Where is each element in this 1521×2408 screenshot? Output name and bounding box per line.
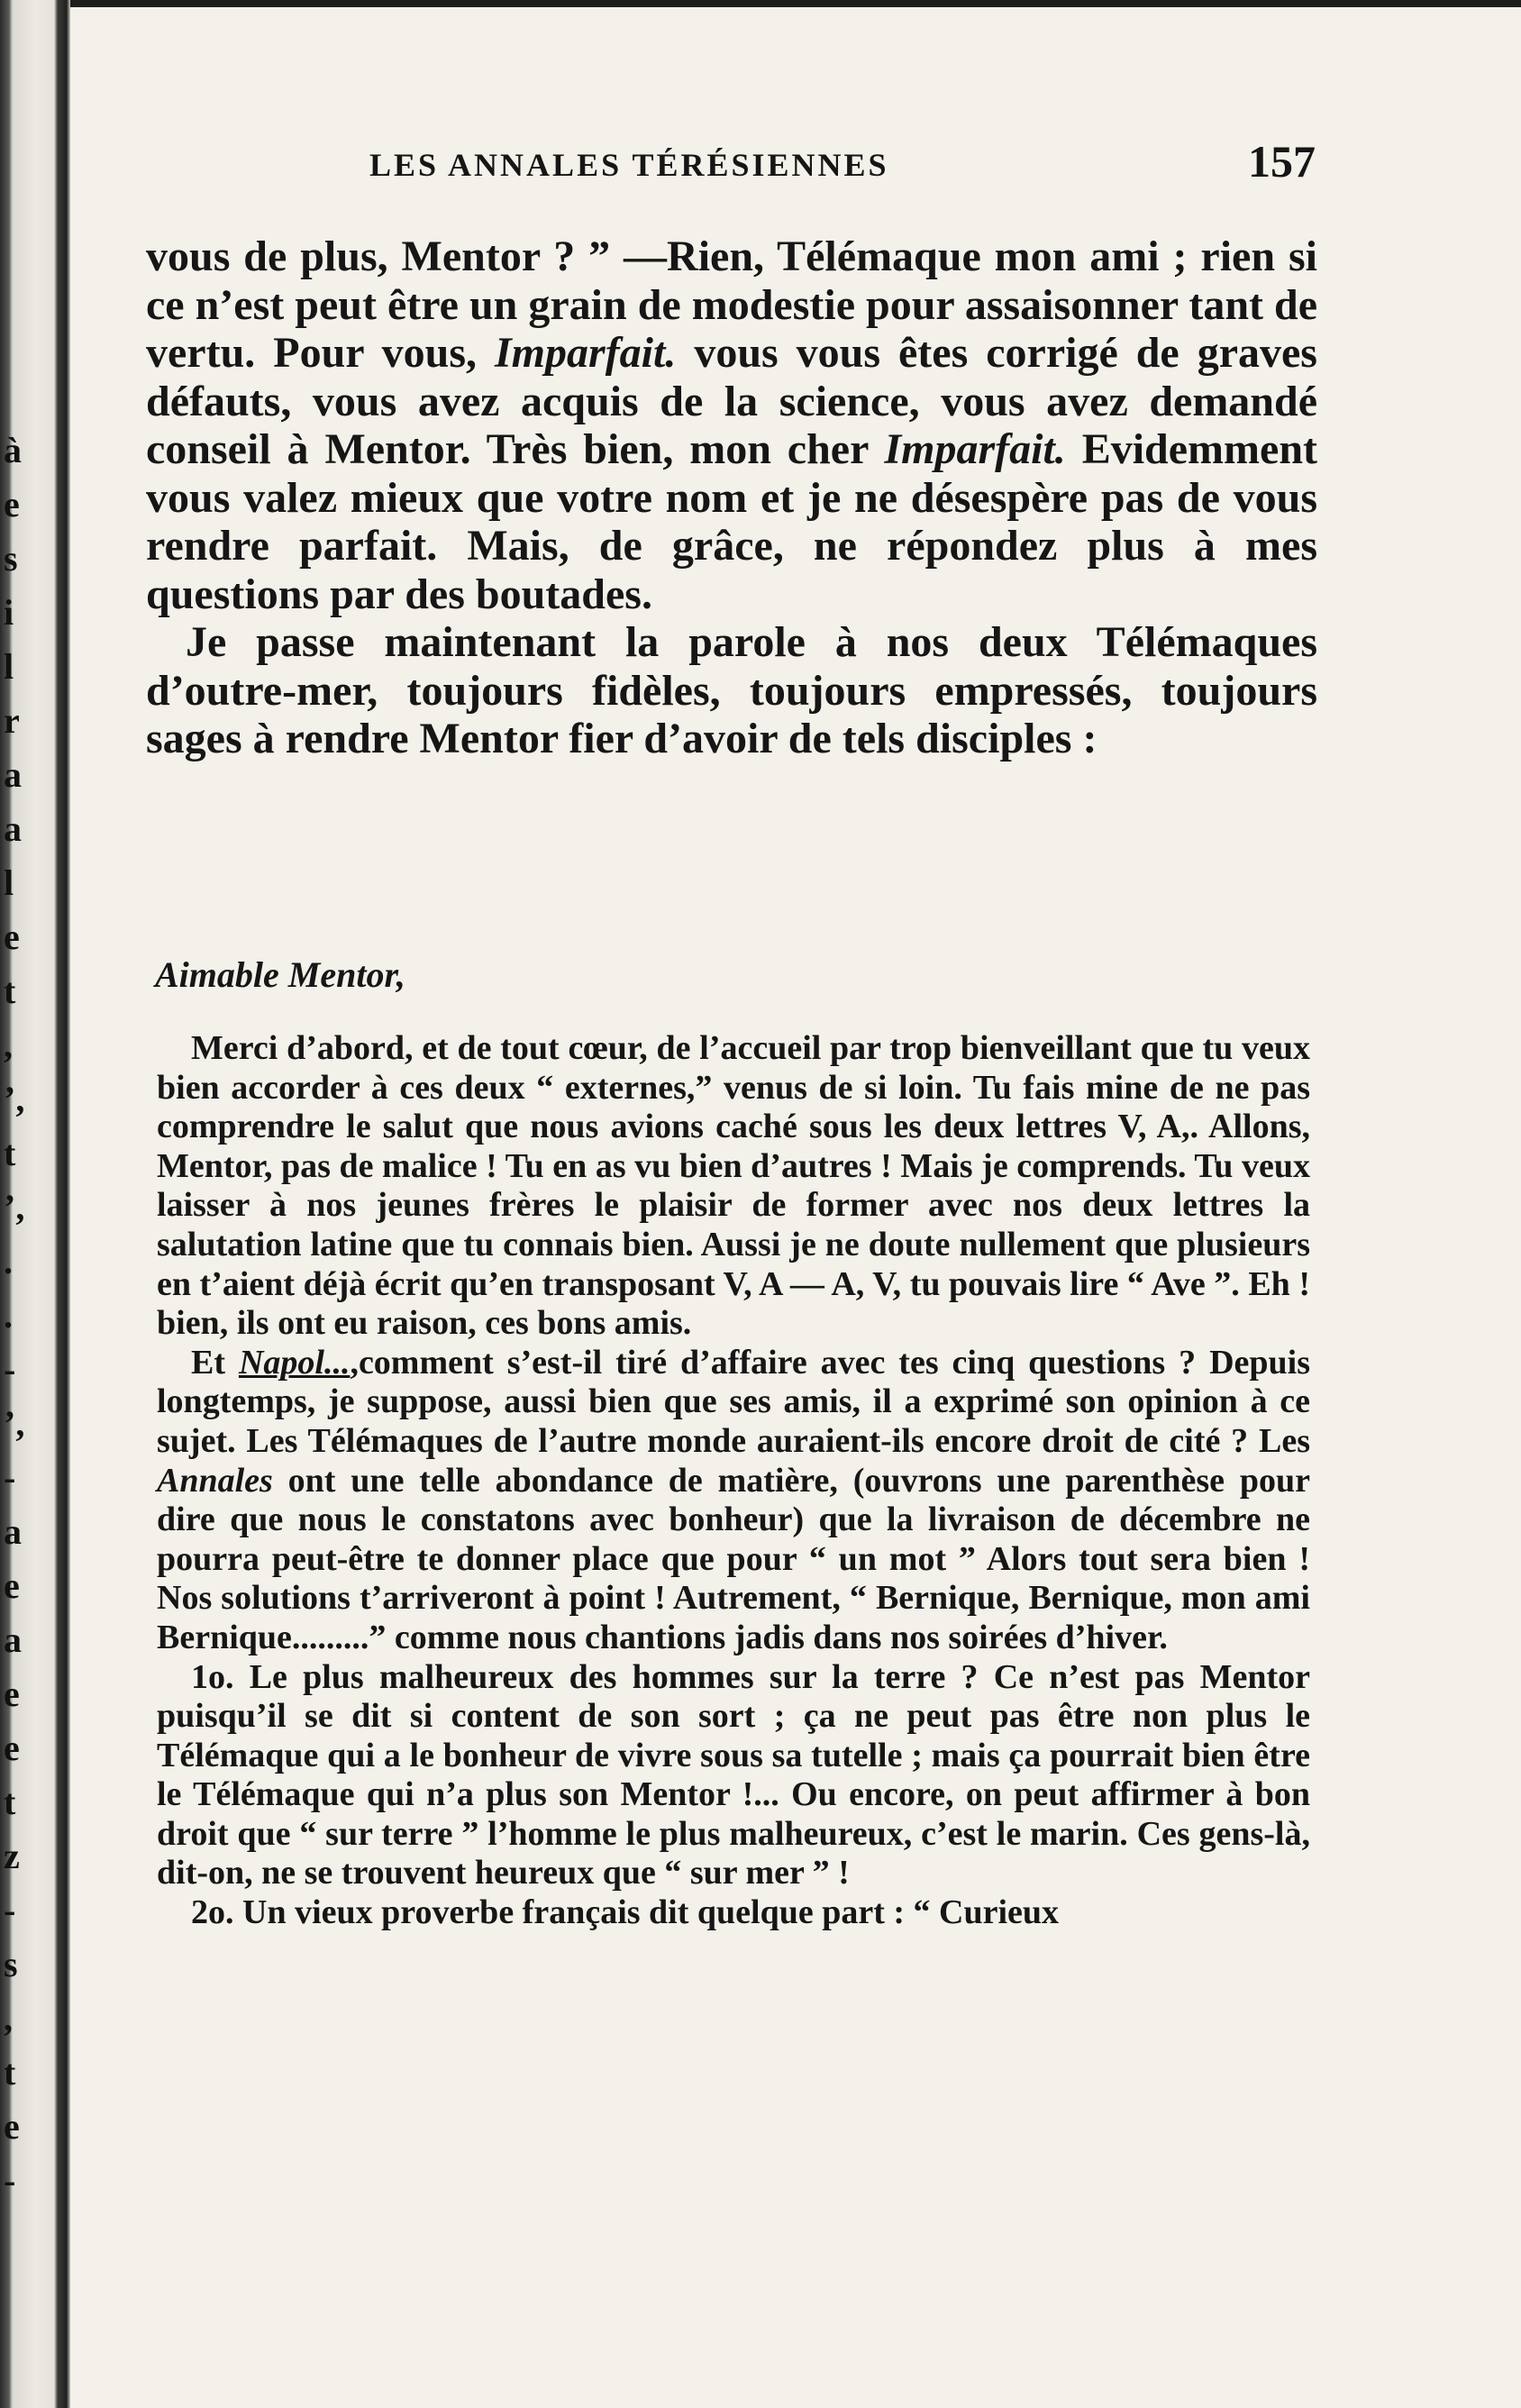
margin-letter: , [4,1998,13,2039]
facing-page-margin [4,424,25,2208]
paragraph: 1o. Le plus malheureux des hommes sur la terre ? Ce n’est pas Mentor puisqu’il se dit si content de son sort ; ça ne peut pas être non plus le Télémaque qui a le bonheur de vivre sous sa tutelle ; mais ça pourrait bien être le Télémaque qui n’a plus son Mentor !... Ou encore, on peut affirmer à bon droit que “ sur terre ” l’homme le plus malheureux, c’est le marin. Ces gens-là, dit-on, ne se trouvent heureux que “ sur mer ” ! [157,1657,1310,1893]
emphasis: Imparfait. [884,425,1066,473]
margin-letter: t [4,1133,16,1173]
running-head: LES ANNALES TÉRÉSIENNES [369,147,889,183]
paragraph: Et Napol...,comment s’est-il tiré d’affaire avec tes cinq questions ? Depuis longtemps, je suppose, aussi bien que ses amis, il a exprimé son opinion à ce sujet. Les Télémaques de l’autre monde auraient-ils encore droit de cité ? Les Annales ont une telle abondance de matière, (ouvrons une parenthèse pour dire que nous le constatons avec bonheur) que la livraison de décembre ne pourra peut-être te donner place que pour “ un mot ” Alors tout sera bien ! Nos solutions t’arriveront à point ! Autrement, “ Bernique, Bernique, mon ami Bernique.........” comme nous chantions jadis dans nos soirées d’hiver. [157,1343,1310,1656]
margin-letter: a [4,1619,22,1660]
paragraph: Je passe maintenant la parole à nos deux Télémaques d’outre-mer, toujours fidèles, toujours empressés, toujours sages à rendre Mentor fier d’avoir de tels disciples : [146,618,1317,762]
margin-letter: l [4,646,14,687]
margin-letter: t [4,971,16,1011]
margin-letter: - [4,1349,16,1390]
margin-letter: - [4,1457,16,1498]
margin-letter: , [4,1025,13,1065]
margin-letter: a [4,1511,22,1552]
margin-letter: a [4,808,22,849]
margin-letter: t [4,1782,16,1822]
margin-letter: i [4,592,14,633]
main-text [146,233,1317,763]
margin-letter: ’, [4,1403,25,1444]
paragraph: 2o. Un vieux proverbe français dit quelque part : “ Curieux [191,1893,1060,1932]
margin-letter: l [4,862,14,903]
page-header [153,135,1316,198]
margin-letter: à [4,430,22,470]
margin-letter: . [4,1241,13,1282]
margin-letter: e [4,484,20,524]
margin-letter: ’, [4,1187,25,1227]
page-number: 157 [1248,136,1316,187]
margin-letter: e [4,1674,20,1714]
margin-letter: - [4,1890,16,1930]
margin-letter: r [4,700,20,741]
page-top-edge [70,0,1521,7]
margin-letter: s [4,1944,18,1984]
letter-text [157,1029,1310,1933]
paragraph: Merci d’abord, et de tout cœur, de l’accueil par trop bienveillant que tu veux bien accorder à ces deux “ externes,” venus de si loin. Tu fais mine de ne pas comprendre le salut que nous avions caché sous les deux lettres V, A,. Allons, Mentor, pas de malice ! Tu en as vu bien d’autres ! Mais je comprends. Tu veux laisser à nos jeunes frères le plaisir de former avec nos deux lettres la salutation latine que tu connais bien. Aussi je ne doute nullement que plusieurs en t’aient déjà écrit qu’en transposant V, A — A, V, tu pouvais lire “ Ave ”. Eh ! bien, ils ont eu raison, ces bons amis. [157,1029,1310,1343]
margin-letter: e [4,917,20,957]
margin-letter: s [4,538,18,579]
margin-letter: . [4,1295,13,1336]
emphasis: Napol... [238,1343,351,1382]
margin-letter: t [4,2052,16,2093]
letter-salutation: Aimable Mentor, [155,954,405,995]
paragraph: vous de plus, Mentor ? ” —Rien, Télémaque mon ami ; rien si ce n’est peut être un grain de modestie pour assaisonner tant de vertu. Pour vous, Imparfait. vous vous êtes corrigé de graves défauts, vous avez acquis de la science, vous avez demandé conseil à Mentor. Très bien, mon cher Imparfait. Evidemment vous valez mieux que votre nom et je ne désespère pas de vous rendre parfait. Mais, de grâce, ne répondez plus à mes questions par des boutades. [146,233,1317,618]
margin-letter: e [4,2106,20,2147]
margin-letter: - [4,2160,16,2201]
margin-letter: e [4,1728,20,1768]
margin-letter: e [4,1565,20,1606]
margin-letter: z [4,1836,20,1876]
margin-letter: ’, [4,1079,25,1119]
margin-letter: a [4,754,22,795]
emphasis: Annales [157,1461,273,1500]
emphasis: Imparfait. [495,329,677,377]
